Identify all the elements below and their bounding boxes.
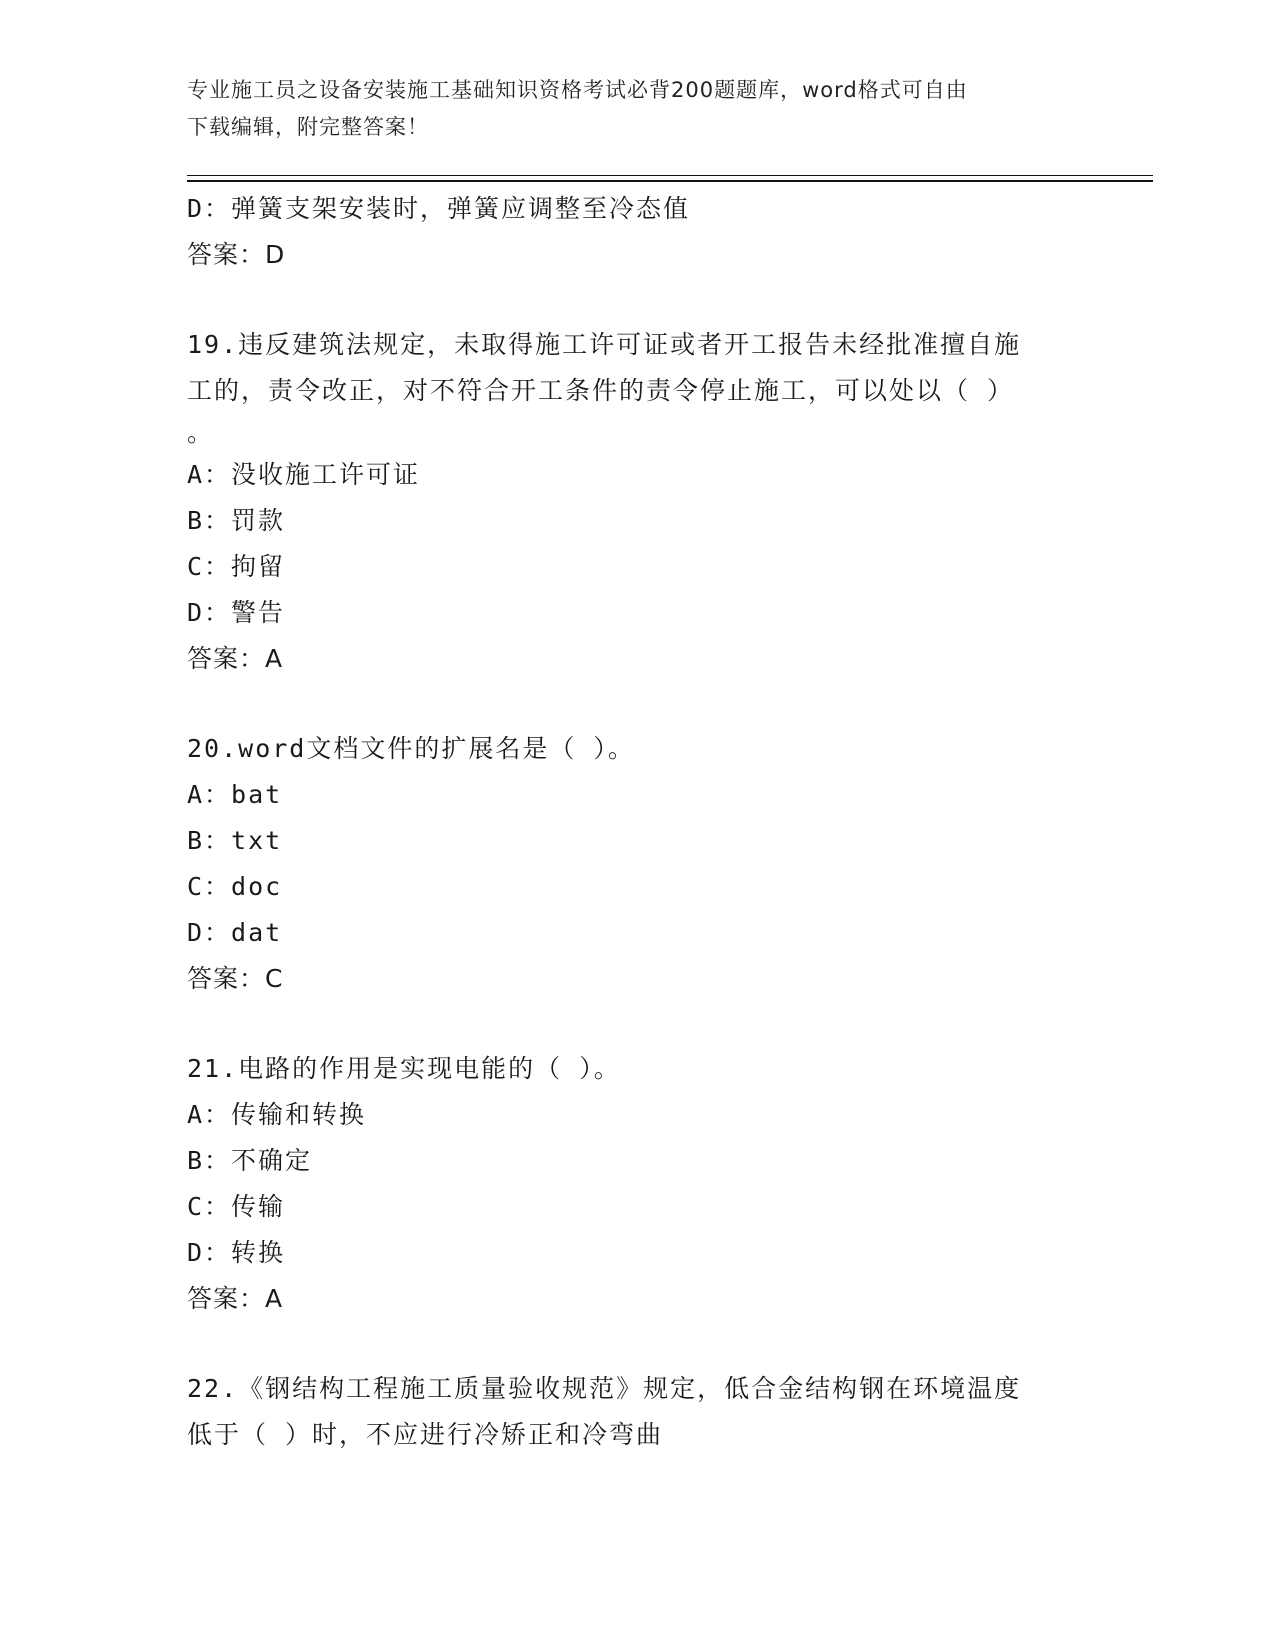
option-a: A：bat	[187, 780, 283, 809]
option-c: C：拘留	[187, 552, 286, 581]
document-body	[187, 186, 1087, 1458]
option-b: B：不确定	[187, 1146, 313, 1175]
answer-line: 答案：C	[187, 964, 284, 993]
option-d: D：dat	[187, 918, 283, 947]
question-21	[187, 1046, 1087, 1322]
option-a: A：没收施工许可证	[187, 460, 421, 489]
question-19	[187, 322, 1087, 682]
option-d: D：弹簧支架安装时，弹簧应调整至冷态值	[187, 194, 691, 223]
question-22	[187, 1366, 1087, 1458]
question-text-line: 。	[187, 418, 215, 447]
question-20	[187, 726, 1087, 1002]
question-text-line: 21.电路的作用是实现电能的（ ）。	[187, 1054, 621, 1083]
question-text-line: 22.《钢结构工程施工质量验收规范》规定，低合金结构钢在环境温度	[187, 1374, 1022, 1403]
option-d: D：警告	[187, 598, 286, 627]
header-divider-thin	[187, 175, 1153, 176]
option-c: C：doc	[187, 872, 283, 901]
header-line-2: 下载编辑，附完整答案！	[187, 115, 429, 139]
option-d: D：转换	[187, 1238, 286, 1267]
option-c: C：传输	[187, 1192, 286, 1221]
header-divider-thick	[187, 180, 1153, 182]
option-b: B：txt	[187, 826, 283, 855]
answer-line: 答案：D	[187, 240, 286, 269]
option-b: B：罚款	[187, 506, 286, 535]
question-text-line: 20.word文档文件的扩展名是（ ）。	[187, 734, 635, 763]
question-text-line: 工的，责令改正，对不符合开工条件的责令停止施工，可以处以（ ）	[187, 376, 1015, 405]
answer-line: 答案：A	[187, 1284, 284, 1313]
header-line-1: 专业施工员之设备安装施工基础知识资格考试必背200题题库，word格式可自由	[187, 78, 968, 102]
question-text-line: 19.违反建筑法规定，未取得施工许可证或者开工报告未经批准擅自施	[187, 330, 1022, 359]
document-header	[187, 72, 1067, 146]
answer-line: 答案：A	[187, 644, 284, 673]
question-text-line: 低于（ ）时，不应进行冷矫正和冷弯曲	[187, 1420, 664, 1449]
option-a: A：传输和转换	[187, 1100, 367, 1129]
